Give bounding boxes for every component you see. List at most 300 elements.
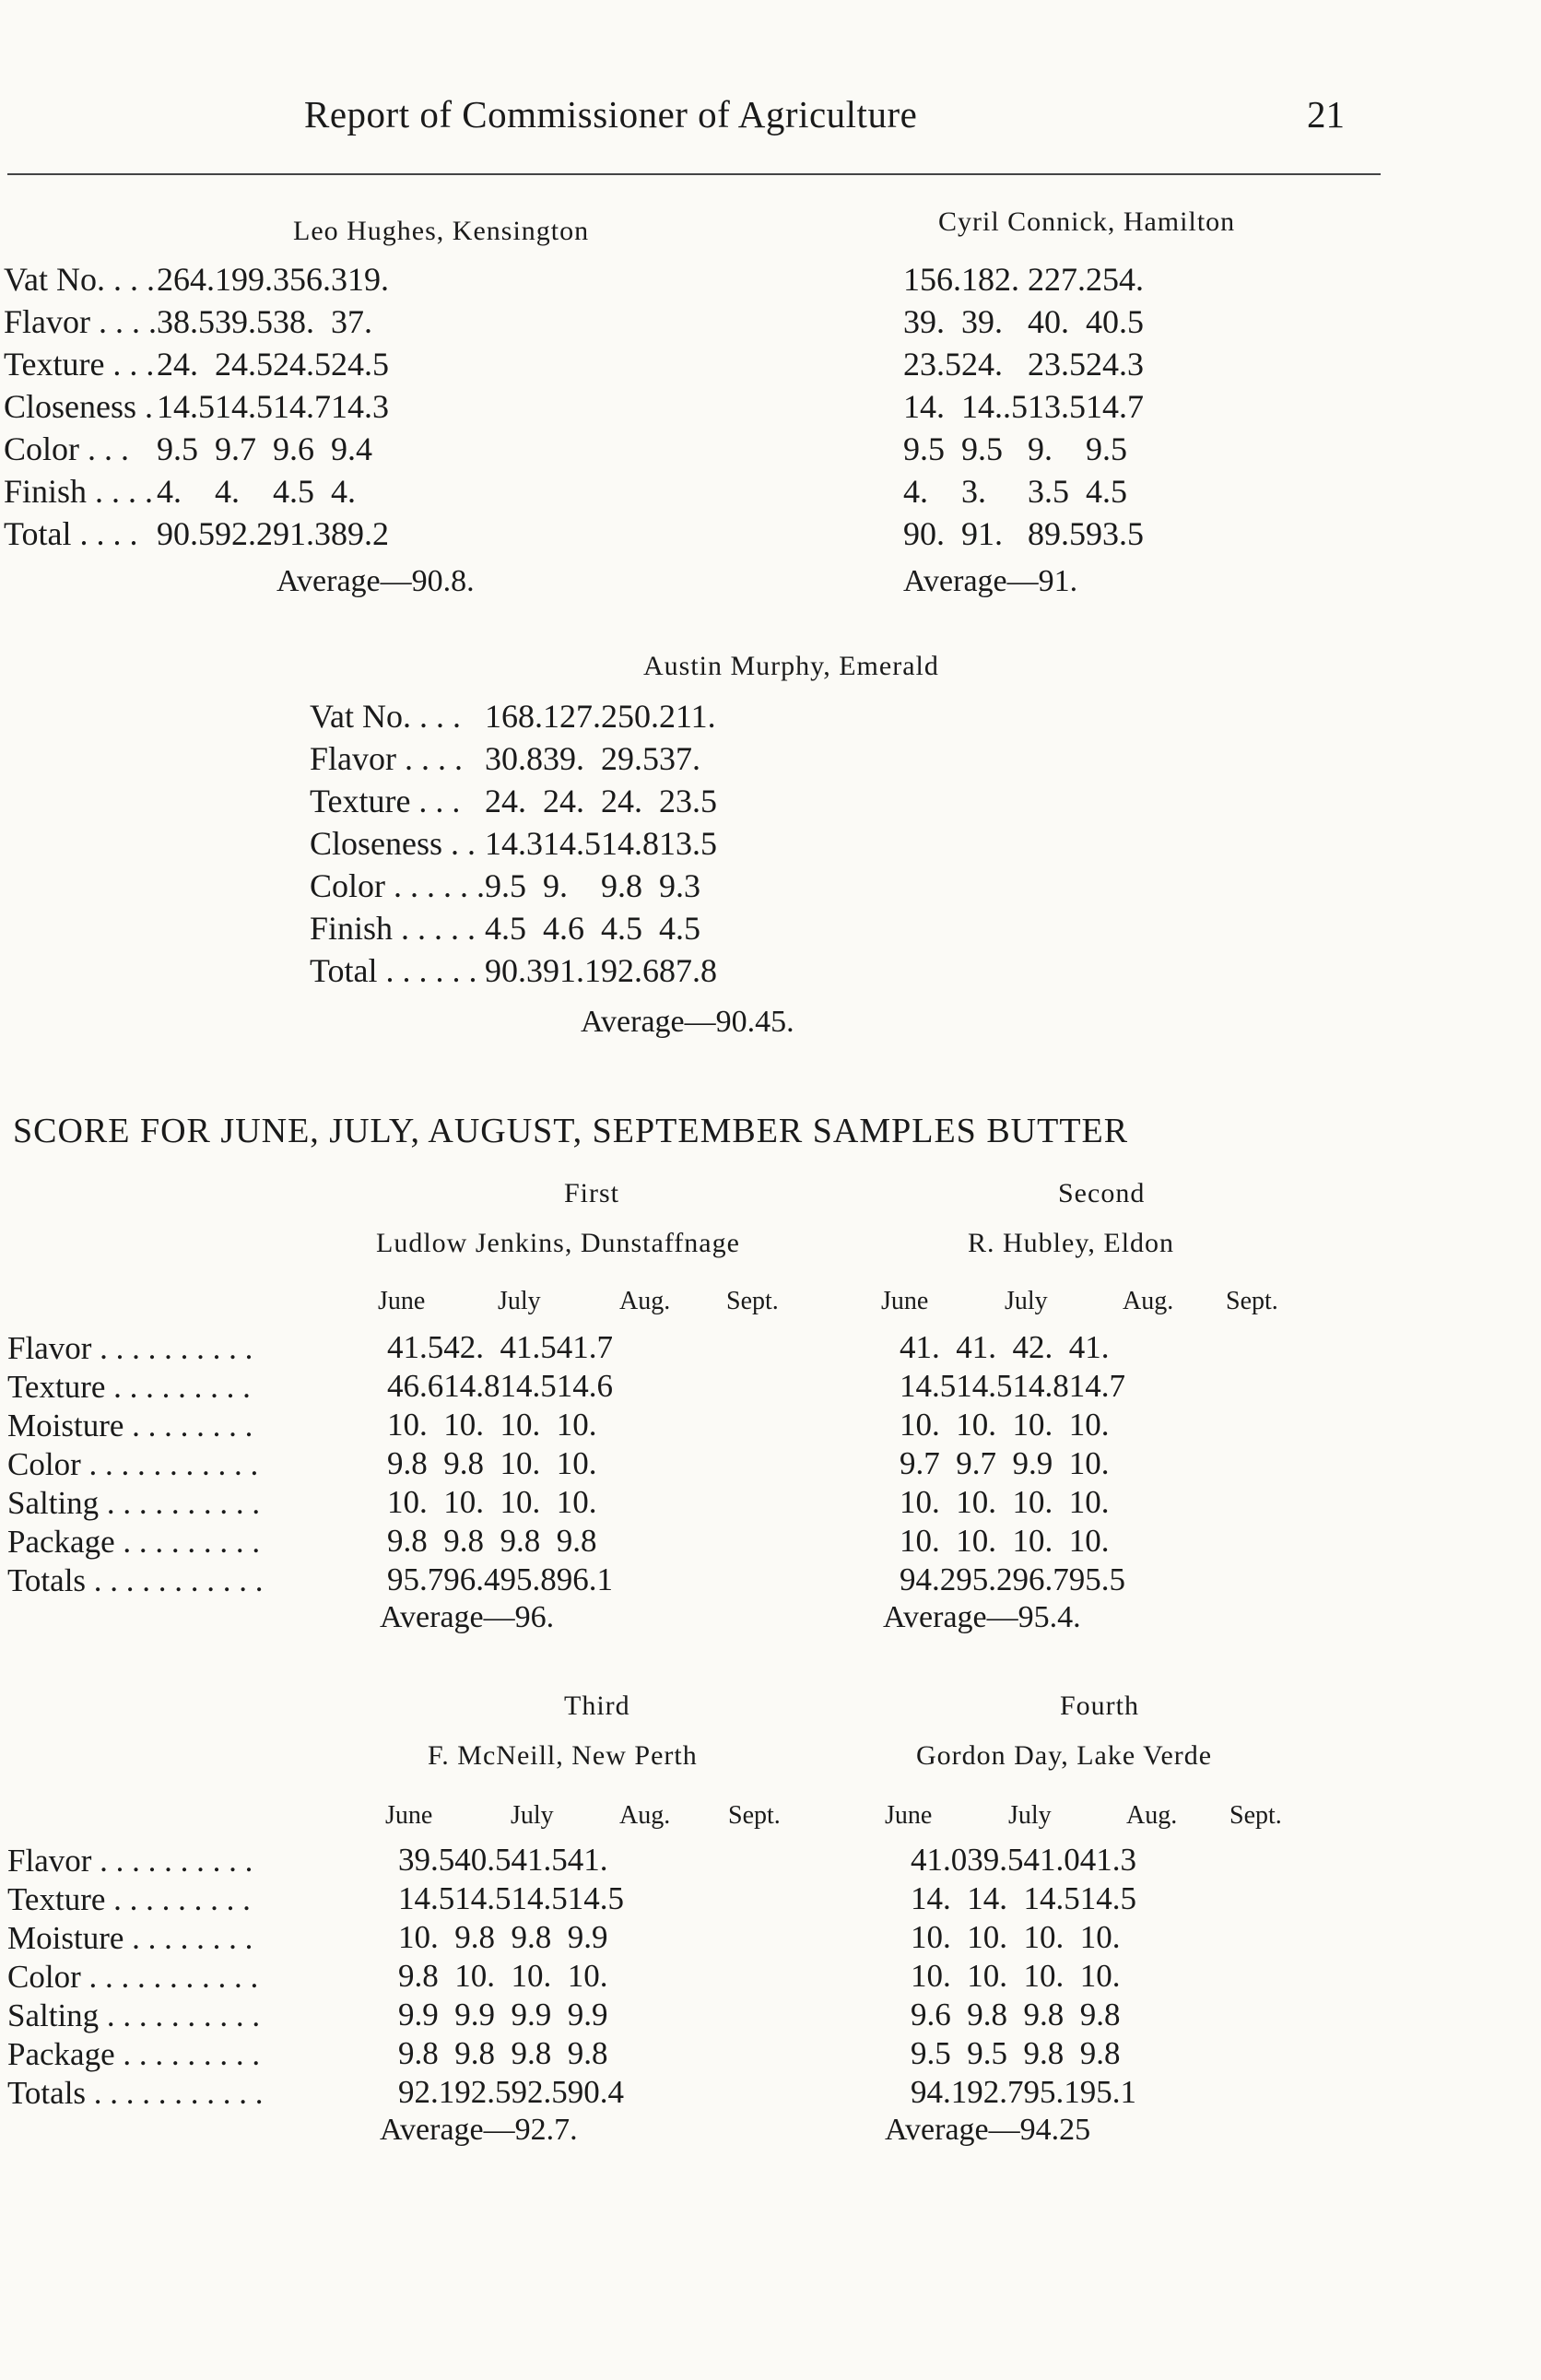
average-text: Average—90.8. bbox=[276, 564, 475, 598]
row-label: Texture . . . bbox=[310, 783, 461, 819]
table-cell: 91.3 bbox=[273, 515, 331, 552]
month-header: Sept. bbox=[1229, 1801, 1282, 1830]
table-cell: 9.5 bbox=[961, 430, 1003, 467]
block-title: R. Hubley, Eldon bbox=[968, 1228, 1175, 1258]
table-cell: 14.8 bbox=[601, 825, 660, 862]
table-cell: 10. bbox=[556, 1445, 597, 1481]
table-cell: 9.8 bbox=[443, 1445, 484, 1481]
table-row bbox=[310, 951, 717, 994]
table-cell: 89.2 bbox=[331, 515, 389, 552]
table-cell: 9.5 bbox=[903, 430, 945, 467]
rank-label: First bbox=[564, 1178, 620, 1208]
table-cell: 91.1 bbox=[543, 952, 602, 989]
butter-row-labels-1 bbox=[7, 1329, 264, 1600]
table-row bbox=[398, 2035, 624, 2074]
table-cell: 95.5 bbox=[1068, 1561, 1125, 1597]
table-cell: 46.6 bbox=[387, 1368, 444, 1404]
table-cell: 14.5 bbox=[543, 825, 602, 862]
table-cell: 10. bbox=[956, 1407, 996, 1443]
table-cell: 9.8 bbox=[454, 2035, 495, 2071]
table-row bbox=[911, 1919, 1136, 1958]
table-row bbox=[387, 1523, 613, 1561]
table-cell: 9.8 bbox=[454, 1919, 495, 1955]
table-row bbox=[900, 1484, 1125, 1523]
table-cell: 92.7 bbox=[967, 2074, 1024, 2110]
table-row bbox=[310, 909, 717, 951]
table-cell: 93.5 bbox=[1086, 515, 1144, 552]
table-cell: 264. bbox=[157, 261, 215, 298]
table-cell: 41.5 bbox=[387, 1329, 444, 1365]
table-cell: 13.5 bbox=[659, 825, 718, 862]
table-cell: 23.5 bbox=[1028, 346, 1086, 383]
table-cell: 9.3 bbox=[659, 867, 701, 904]
page-number: 21 bbox=[1307, 93, 1345, 135]
table-cell: 24. bbox=[601, 783, 643, 819]
table-cell: 4. bbox=[903, 473, 928, 510]
table-cell: 9.8 bbox=[1079, 1997, 1121, 2032]
table-cell: 3.5 bbox=[1028, 473, 1069, 510]
table-cell: 9.5 bbox=[485, 867, 527, 904]
table-row bbox=[4, 302, 389, 345]
table-cell: 14.3 bbox=[485, 825, 544, 862]
table-cell: 14.8 bbox=[443, 1368, 500, 1404]
row-label: Package . . . . . . . . . bbox=[7, 2036, 261, 2072]
table-cell: 41.3 bbox=[1079, 1842, 1136, 1878]
table-cell: 4. bbox=[215, 473, 240, 510]
table-cell: 38. bbox=[273, 303, 314, 340]
table-row bbox=[900, 1368, 1125, 1407]
row-label: Total . . . . bbox=[4, 515, 138, 552]
table-cell: 10. bbox=[1012, 1523, 1053, 1559]
table-cell: 9.8 bbox=[1079, 2035, 1121, 2071]
table-cell: 319. bbox=[331, 261, 389, 298]
table-cell: 14.5 bbox=[157, 388, 215, 425]
row-label: Moisture . . . . . . . . bbox=[7, 1920, 253, 1956]
table-cell: 38.5 bbox=[157, 303, 215, 340]
row-label: Color . . . . . . . . . . . bbox=[7, 1959, 259, 1995]
table-cell: 41. bbox=[900, 1329, 940, 1365]
table-cell: 10. bbox=[567, 1958, 608, 1994]
row-label: Color . . . . . . bbox=[310, 867, 486, 904]
average-text: Average—90.45. bbox=[581, 1005, 794, 1039]
table-cell: 95.1 bbox=[1023, 2074, 1080, 2110]
month-header: Sept. bbox=[1226, 1287, 1278, 1315]
table-cell: 92.6 bbox=[601, 952, 660, 989]
row-label: Flavor . . . . . . . . . . bbox=[7, 1843, 253, 1879]
row-label: Finish . . . . . bbox=[310, 910, 476, 947]
table-cell: 92.5 bbox=[511, 2074, 568, 2110]
table-cell: 9.8 bbox=[500, 1523, 541, 1559]
month-header: June bbox=[885, 1801, 933, 1830]
table-cell: 29.5 bbox=[601, 740, 660, 777]
table-cell: 14.7 bbox=[1086, 388, 1144, 425]
block-title: Gordon Day, Lake Verde bbox=[916, 1740, 1213, 1771]
table-cell: 10. bbox=[1068, 1407, 1110, 1443]
table-cell: 4.6 bbox=[543, 910, 585, 947]
rank-label: Third bbox=[564, 1691, 630, 1721]
table-cell: 9. bbox=[1028, 430, 1053, 467]
table-cell: 37. bbox=[331, 303, 372, 340]
table-row bbox=[398, 2074, 624, 2113]
table-cell: 168. bbox=[485, 698, 544, 735]
table-cell: 30.8 bbox=[485, 740, 544, 777]
table-row bbox=[903, 302, 1144, 345]
table-cell: 10. bbox=[387, 1484, 428, 1520]
table-cell: 91. bbox=[961, 515, 1003, 552]
table-cell: 24. bbox=[485, 783, 527, 819]
score-table bbox=[310, 697, 717, 994]
table-cell: 10. bbox=[956, 1523, 996, 1559]
table-cell: 10. bbox=[454, 1958, 495, 1994]
table-row bbox=[900, 1523, 1125, 1561]
table-cell: 90.5 bbox=[157, 515, 215, 552]
table-cell: 10. bbox=[900, 1407, 940, 1443]
table-cell: 92.5 bbox=[454, 2074, 512, 2110]
table-cell: 14.8 bbox=[1012, 1368, 1069, 1404]
table-row bbox=[4, 430, 389, 472]
table-cell: 10. bbox=[443, 1407, 484, 1443]
table-cell: 10. bbox=[1012, 1407, 1053, 1443]
table-cell: 14. bbox=[967, 1880, 1007, 1916]
table-cell: 127. bbox=[543, 698, 602, 735]
average-text: Average—96. bbox=[380, 1600, 555, 1634]
table-cell: 39. bbox=[961, 303, 1003, 340]
table-cell: 4.5 bbox=[485, 910, 527, 947]
table-cell: 9.8 bbox=[567, 2035, 608, 2071]
table-cell: 14.5 bbox=[215, 388, 273, 425]
table-cell: 10. bbox=[398, 1919, 439, 1955]
row-label: Texture . . . . . . . . . bbox=[7, 1369, 251, 1405]
table-row bbox=[398, 1997, 624, 2035]
table-row bbox=[310, 739, 717, 782]
table-cell: 92.2 bbox=[215, 515, 273, 552]
table-cell: 10. bbox=[556, 1407, 597, 1443]
table-row bbox=[310, 782, 717, 824]
table-cell: 10. bbox=[900, 1523, 940, 1559]
table-row bbox=[4, 345, 389, 387]
table-cell: 39. bbox=[543, 740, 585, 777]
month-header: June bbox=[881, 1287, 929, 1315]
table-row bbox=[4, 387, 389, 430]
table-cell: 24. bbox=[157, 346, 198, 383]
table-row bbox=[903, 514, 1144, 557]
table-cell: 10. bbox=[1068, 1445, 1110, 1481]
table-cell: 41.0 bbox=[1023, 1842, 1080, 1878]
score-table bbox=[4, 260, 389, 557]
table-cell: 9.8 bbox=[387, 1445, 428, 1481]
table-cell: 4.5 bbox=[273, 473, 314, 510]
table-cell: 10. bbox=[967, 1958, 1007, 1994]
month-header: Aug. bbox=[1126, 1801, 1178, 1830]
month-header: Aug. bbox=[1123, 1287, 1174, 1315]
table-cell: 10. bbox=[511, 1958, 552, 1994]
table-cell: 94.1 bbox=[911, 2074, 968, 2110]
table-cell: 95.2 bbox=[956, 1561, 1013, 1597]
table-cell: 4.5 bbox=[1086, 473, 1127, 510]
table-cell: 182. bbox=[961, 261, 1019, 298]
table-cell: 9.9 bbox=[567, 1997, 608, 2032]
table-cell: 24.5 bbox=[215, 346, 273, 383]
table-row bbox=[387, 1484, 613, 1523]
table-cell: 9.8 bbox=[443, 1523, 484, 1559]
table-cell: 4. bbox=[331, 473, 356, 510]
table-cell: 40.5 bbox=[1086, 303, 1144, 340]
table-cell: 14.3 bbox=[331, 388, 389, 425]
header-title: Report of Commissioner of Agriculture bbox=[304, 93, 918, 135]
table-cell: 10. bbox=[500, 1445, 541, 1481]
table-cell: 9.4 bbox=[331, 430, 372, 467]
table-row bbox=[903, 472, 1144, 514]
table-cell: 254. bbox=[1086, 261, 1144, 298]
table-cell: 10. bbox=[1012, 1484, 1053, 1520]
row-label: Finish . . . . bbox=[4, 473, 154, 510]
table-row bbox=[903, 430, 1144, 472]
table-cell: 96.1 bbox=[556, 1561, 613, 1597]
table-row bbox=[900, 1445, 1125, 1484]
table-cell: 92.1 bbox=[398, 2074, 455, 2110]
table-cell: 9.5 bbox=[911, 2035, 951, 2071]
table-cell: 9.9 bbox=[567, 1919, 608, 1955]
row-label: Closeness . bbox=[4, 388, 153, 425]
header-rule bbox=[7, 173, 1381, 175]
table-row bbox=[387, 1329, 613, 1368]
table-row bbox=[398, 1880, 624, 1919]
row-label: Closeness . . bbox=[310, 825, 476, 862]
month-header: Sept. bbox=[728, 1801, 781, 1830]
table-cell: 9.6 bbox=[273, 430, 314, 467]
table-cell: 40. bbox=[1028, 303, 1069, 340]
month-header: Aug. bbox=[619, 1287, 671, 1315]
table-cell: 14..5 bbox=[961, 388, 1028, 425]
month-header: July bbox=[498, 1287, 541, 1315]
table-cell: 356. bbox=[273, 261, 331, 298]
table-cell: 9.8 bbox=[398, 2035, 439, 2071]
row-label: Vat No. . . . bbox=[310, 698, 461, 735]
table-row bbox=[911, 1842, 1136, 1880]
table-cell: 14.6 bbox=[556, 1368, 613, 1404]
table-row bbox=[900, 1561, 1125, 1600]
table-cell: 41.0 bbox=[911, 1842, 968, 1878]
table-cell: 250. bbox=[601, 698, 660, 735]
row-label: Texture . . . . . . . . . bbox=[7, 1881, 251, 1917]
rank-label: Fourth bbox=[1060, 1691, 1140, 1721]
table-cell: 10. bbox=[967, 1919, 1007, 1955]
table-row bbox=[387, 1445, 613, 1484]
table-cell: 199. bbox=[215, 261, 273, 298]
table-cell: 3. bbox=[961, 473, 986, 510]
table-cell: 10. bbox=[387, 1407, 428, 1443]
table-row bbox=[911, 1958, 1136, 1997]
table-cell: 14.5 bbox=[511, 1880, 568, 1916]
table-cell: 9.9 bbox=[398, 1997, 439, 2032]
table-cell: 9.8 bbox=[601, 867, 643, 904]
row-label: Totals . . . . . . . . . . . bbox=[7, 2075, 264, 2111]
block-title: Austin Murphy, Emerald bbox=[643, 651, 939, 681]
table-cell: 9.5 bbox=[1086, 430, 1127, 467]
table-cell: 10. bbox=[1068, 1484, 1110, 1520]
table-cell: 89.5 bbox=[1028, 515, 1086, 552]
month-header: June bbox=[385, 1801, 433, 1830]
table-cell: 10. bbox=[556, 1484, 597, 1520]
table-row bbox=[911, 1997, 1136, 2035]
table-cell: 9.5 bbox=[157, 430, 198, 467]
row-label: Texture . . . bbox=[4, 346, 155, 383]
table-cell: 41.7 bbox=[556, 1329, 613, 1365]
table-cell: 4. bbox=[157, 473, 182, 510]
table-cell: 10. bbox=[911, 1919, 951, 1955]
row-label: Salting . . . . . . . . . . bbox=[7, 1997, 261, 2033]
table-cell: 90.4 bbox=[567, 2074, 624, 2110]
block-title: Leo Hughes, Kensington bbox=[293, 216, 590, 246]
table-cell: 40.5 bbox=[454, 1842, 512, 1878]
average-text: Average—91. bbox=[903, 564, 1078, 598]
table-cell: 95.1 bbox=[1079, 2074, 1136, 2110]
row-label: Flavor . . . . . . . . . . bbox=[7, 1330, 253, 1366]
table-cell: 14.5 bbox=[567, 1880, 624, 1916]
table-cell: 9.9 bbox=[454, 1997, 495, 2032]
table-cell: 24. bbox=[961, 346, 1003, 383]
table-cell: 9.9 bbox=[1012, 1445, 1053, 1481]
table-cell: 14. bbox=[911, 1880, 951, 1916]
table-cell: 23.5 bbox=[903, 346, 961, 383]
table-cell: 9.8 bbox=[511, 1919, 552, 1955]
table-cell: 10. bbox=[1068, 1523, 1110, 1559]
row-label: Color . . . . . . . . . . . bbox=[7, 1446, 259, 1482]
table-row bbox=[310, 866, 717, 909]
table-cell: 14.5 bbox=[454, 1880, 512, 1916]
table-row bbox=[387, 1561, 613, 1600]
table-cell: 41. bbox=[567, 1842, 608, 1878]
table-cell: 9.8 bbox=[967, 1997, 1007, 2032]
month-header: July bbox=[511, 1801, 554, 1830]
month-header: July bbox=[1005, 1287, 1048, 1315]
table-cell: 9.9 bbox=[511, 1997, 552, 2032]
score-table bbox=[903, 260, 1144, 557]
table-cell: 13.5 bbox=[1028, 388, 1086, 425]
row-label: Totals . . . . . . . . . . . bbox=[7, 1562, 264, 1598]
table-row bbox=[4, 472, 389, 514]
table-cell: 90. bbox=[903, 515, 945, 552]
block-title: Cyril Connick, Hamilton bbox=[938, 206, 1236, 237]
table-cell: 9.5 bbox=[967, 2035, 1007, 2071]
table-row bbox=[903, 345, 1144, 387]
table-cell: 24.5 bbox=[273, 346, 331, 383]
table-cell: 9.8 bbox=[511, 2035, 552, 2071]
table-cell: 9.6 bbox=[911, 1997, 951, 2032]
table-cell: 9.8 bbox=[1023, 2035, 1065, 2071]
row-label: Color . . . bbox=[4, 430, 130, 467]
average-text: Average—95.4. bbox=[883, 1600, 1081, 1634]
table-cell: 227. bbox=[1028, 261, 1086, 298]
table-row bbox=[398, 1958, 624, 1997]
table-cell: 41. bbox=[1068, 1329, 1110, 1365]
table-row bbox=[911, 1880, 1136, 1919]
table-cell: 14.5 bbox=[900, 1368, 957, 1404]
table-cell: 96.7 bbox=[1012, 1561, 1069, 1597]
month-header: Aug. bbox=[619, 1801, 671, 1830]
table-cell: 24. bbox=[543, 783, 585, 819]
score-table bbox=[900, 1329, 1125, 1600]
table-cell: 41. bbox=[956, 1329, 996, 1365]
month-header: June bbox=[378, 1287, 426, 1315]
table-cell: 4.5 bbox=[601, 910, 643, 947]
table-cell: 39.5 bbox=[215, 303, 273, 340]
table-cell: 211. bbox=[659, 698, 716, 735]
month-header: July bbox=[1008, 1801, 1052, 1830]
row-label: Salting . . . . . . . . . . bbox=[7, 1485, 261, 1521]
month-header: Sept. bbox=[726, 1287, 779, 1315]
table-cell: 10. bbox=[1079, 1958, 1121, 1994]
table-cell: 9.8 bbox=[556, 1523, 597, 1559]
row-label: Moisture . . . . . . . . bbox=[7, 1408, 253, 1443]
table-cell: 95.7 bbox=[387, 1561, 444, 1597]
table-row bbox=[398, 1842, 624, 1880]
average-text: Average—94.25 bbox=[885, 2113, 1091, 2147]
table-cell: 39.5 bbox=[398, 1842, 455, 1878]
table-cell: 10. bbox=[1023, 1958, 1065, 1994]
block-title: F. McNeill, New Perth bbox=[428, 1740, 698, 1771]
table-cell: 39. bbox=[903, 303, 945, 340]
table-cell: 87.8 bbox=[659, 952, 718, 989]
table-row bbox=[911, 2074, 1136, 2113]
table-cell: 14.5 bbox=[1023, 1880, 1080, 1916]
table-cell: 14.5 bbox=[398, 1880, 455, 1916]
score-table bbox=[911, 1842, 1136, 2113]
table-cell: 90.3 bbox=[485, 952, 544, 989]
table-row bbox=[387, 1368, 613, 1407]
table-cell: 41.5 bbox=[511, 1842, 568, 1878]
table-cell: 94.2 bbox=[900, 1561, 957, 1597]
table-cell: 24.3 bbox=[1086, 346, 1144, 383]
table-cell: 10. bbox=[1023, 1919, 1065, 1955]
table-cell: 14.7 bbox=[273, 388, 331, 425]
table-cell: 156. bbox=[903, 261, 961, 298]
table-cell: 10. bbox=[500, 1407, 541, 1443]
row-label: Flavor . . . . bbox=[310, 740, 463, 777]
row-label: Vat No. . . . bbox=[4, 261, 155, 298]
row-label: Package . . . . . . . . . bbox=[7, 1524, 261, 1560]
table-cell: 9.7 bbox=[956, 1445, 996, 1481]
table-cell: 10. bbox=[900, 1484, 940, 1520]
table-row bbox=[4, 514, 389, 557]
table-cell: 9. bbox=[543, 867, 569, 904]
table-cell: 37. bbox=[659, 740, 701, 777]
table-cell: 9.7 bbox=[900, 1445, 940, 1481]
table-cell: 10. bbox=[1079, 1919, 1121, 1955]
table-row bbox=[900, 1329, 1125, 1368]
score-table bbox=[398, 1842, 624, 2113]
rank-label: Second bbox=[1058, 1178, 1146, 1208]
block-title: Ludlow Jenkins, Dunstaffnage bbox=[376, 1228, 740, 1258]
section-heading: SCORE FOR JUNE, JULY, AUGUST, SEPTEMBER SAMPLES BUTTER bbox=[13, 1112, 1129, 1150]
table-cell: 14. bbox=[903, 388, 945, 425]
page-header bbox=[0, 92, 1541, 147]
table-cell: 42. bbox=[1012, 1329, 1053, 1365]
table-cell: 95.8 bbox=[500, 1561, 557, 1597]
butter-row-labels-2 bbox=[7, 1842, 264, 2113]
table-cell: 9.7 bbox=[215, 430, 256, 467]
table-cell: 96.4 bbox=[443, 1561, 500, 1597]
table-cell: 14.7 bbox=[1068, 1368, 1125, 1404]
table-cell: 24.5 bbox=[331, 346, 389, 383]
table-cell: 10. bbox=[500, 1484, 541, 1520]
table-cell: 23.5 bbox=[659, 783, 718, 819]
table-cell: 10. bbox=[956, 1484, 996, 1520]
table-cell: 9.8 bbox=[398, 1958, 439, 1994]
table-cell: 42. bbox=[443, 1329, 484, 1365]
table-row bbox=[903, 387, 1144, 430]
table-cell: 14.5 bbox=[956, 1368, 1013, 1404]
